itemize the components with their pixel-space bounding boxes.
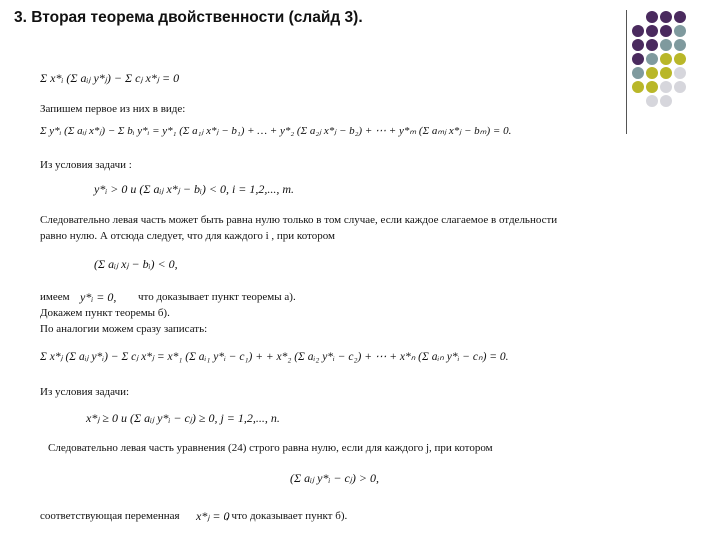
formula-3: y*ᵢ > 0 и (Σ aᵢⱼ x*ⱼ − bᵢ) < 0, i = 1,2,..., m. — [94, 182, 295, 196]
decorative-dot — [632, 39, 644, 51]
formula-9: x*ⱼ = 0 — [196, 509, 230, 523]
decorative-dot — [674, 39, 686, 51]
text-line-3-pre: имеем — [40, 291, 70, 303]
formula-4: (Σ aᵢⱼ xⱼ − bᵢ) < 0, — [94, 257, 178, 271]
decorative-dot — [674, 25, 686, 37]
decorative-dot — [632, 81, 644, 93]
formula-2: Σ y*ᵢ (Σ aᵢⱼ x*ⱼ) − Σ bᵢ y*ᵢ = y*₁ (Σ a₁ⱼ x*ⱼ − b₁) + … + y*₂ (Σ a₂ⱼ x*ⱼ − b₂) + ⋯ + y*ₘ (Σ aₘⱼ x*ⱼ − bₘ) = 0. — [40, 125, 512, 137]
decorative-dot — [632, 67, 644, 79]
text-line-5: По аналогии можем сразу записать: — [40, 323, 208, 335]
formula-6: Σ x*ⱼ (Σ aᵢⱼ y*ᵢ) − Σ cⱼ x*ⱼ = x*₁ (Σ aᵢ₁ y*ᵢ − c₁) + + x*₂ (Σ aᵢ₂ y*ᵢ − c₂) + ⋯ + x*ₙ (Σ aᵢₙ y*ᵢ − cₙ) = 0. — [40, 351, 509, 363]
text-line-3-post: что доказывает пункт теоремы а). — [138, 291, 296, 303]
decorative-dot — [660, 95, 672, 107]
formula-7: x*ⱼ ≥ 0 и (Σ aᵢⱼ y*ᵢ − cⱼ) ≥ 0, j = 1,2,..., n. — [86, 411, 280, 425]
decorative-dot — [646, 67, 658, 79]
decorative-dot — [660, 53, 672, 65]
decorative-dot — [674, 11, 686, 23]
decorative-dot — [646, 95, 658, 107]
decorative-dot — [646, 39, 658, 51]
slide-title: 3. Вторая теорема двойственности (слайд 3). — [14, 9, 363, 26]
text-line-7-pre: соответствующая переменная — [40, 510, 180, 522]
decorative-dot — [660, 25, 672, 37]
text-line-1: Запишем первое из них в виде: — [40, 103, 186, 115]
decorative-dot — [660, 81, 672, 93]
decorative-dot — [632, 53, 644, 65]
paragraph-1b: равно нулю. А отсюда следует, что для каждого i , при котором — [40, 230, 335, 242]
decorative-dot — [646, 25, 658, 37]
title-divider-line — [626, 10, 627, 134]
formula-5: y*ᵢ = 0, — [80, 290, 117, 304]
text-line-4: Докажем пункт теоремы б). — [40, 307, 170, 319]
decorative-dot — [674, 67, 686, 79]
decorative-dot — [660, 11, 672, 23]
decorative-dot — [674, 81, 686, 93]
formula-1: Σ x*ᵢ (Σ aᵢⱼ y*ⱼ) − Σ cⱼ x*ⱼ = 0 — [40, 71, 180, 85]
decorative-dot — [660, 39, 672, 51]
paragraph-1a: Следовательно левая часть может быть равна нулю только в том случае, если каждое слагаемое в отдельности — [40, 214, 558, 226]
decorative-dot — [674, 53, 686, 65]
text-line-7-post: , что доказывает пункт б). — [226, 510, 348, 522]
paragraph-2: Следовательно левая часть уравнения (24) строго равна нулю, если для каждого j, при котором — [48, 442, 493, 454]
formula-8: (Σ aᵢⱼ y*ᵢ − cⱼ) > 0, — [290, 471, 379, 485]
decorative-dot — [632, 25, 644, 37]
decorative-dot — [660, 67, 672, 79]
text-line-6: Из условия задачи: — [40, 386, 130, 398]
text-line-2: Из условия задачи : — [40, 159, 132, 171]
decorative-dot — [646, 53, 658, 65]
decorative-dot — [646, 81, 658, 93]
decorative-dot — [646, 11, 658, 23]
